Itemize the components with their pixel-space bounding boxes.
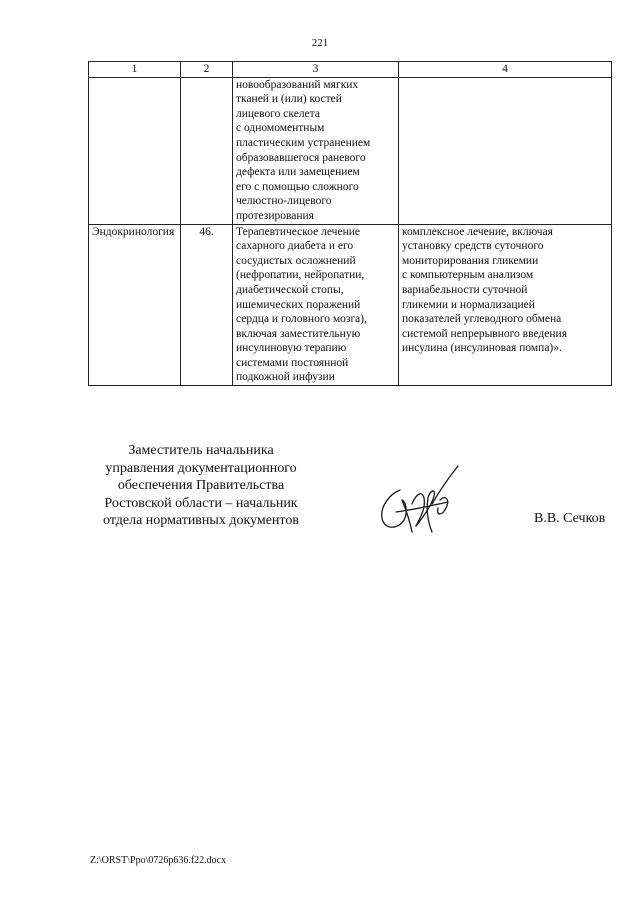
number-cell: 46. [181,224,233,386]
profile-cell: Эндокринология [89,224,181,386]
text-line: мониторирования гликемии [402,254,539,267]
text-line: включая заместительную [236,327,361,340]
text-line: (нефропатии, нейропатии, [236,269,365,282]
method-cell [399,224,612,386]
text-line: системой непрерывного введения [402,327,567,340]
signer-title-line: управления документационного [105,460,297,476]
file-path-footer: Z:\ORST\Ppo\0726p636.f22.docx [90,855,227,866]
text-line: инсулиновую терапию [236,342,347,355]
text-line: с компьютерным анализом [402,269,534,282]
text-line: сердца и головного мозга), [236,313,367,326]
signer-title-line: обеспечения Правительства [117,478,285,493]
text-line: тканей и (или) костей [236,93,342,106]
signer-title-line: Заместитель начальника [128,443,274,458]
header-cell-4: 4 [399,62,612,78]
table-row-endocrinology [89,224,612,386]
header-cell-3: 3 [233,62,399,78]
text-line: с одномоментным [236,122,325,135]
text-line: пластическим устранением [236,136,371,149]
text-line: диабетической стопы, [236,283,344,296]
text-line: Терапевтическое лечение [236,225,360,238]
table-row-continuation [89,77,612,224]
signer-title-line: Ростовской области – начальник [104,495,298,511]
text-line: установку средств суточного [402,240,544,253]
continuation-number-cell [181,77,233,224]
text-line: образовавшегося раневого [236,151,366,164]
text-line: сахарного диабета и его [236,240,354,253]
text-line: его с помощью сложного [236,180,359,193]
text-line: системами постоянной [236,356,349,369]
text-line: протезирования [236,209,314,222]
text-line: показателей углеводного обмена [402,313,562,326]
signer-title-line: отдела нормативных документов [103,513,299,528]
page-number: 221 [311,37,329,49]
handwritten-signature [372,460,464,540]
table-header-row [89,62,612,78]
treatment-cell [233,224,399,386]
signer-name: В.В. Сечков [534,511,606,526]
header-cell-1: 1 [89,62,181,78]
text-line: комплексное лечение, включая [402,225,553,238]
text-line: лицевого скелета [236,107,320,120]
continuation-profile-cell [89,77,181,224]
signer-title [90,442,312,530]
text-line: вариабельности суточной [402,283,528,296]
text-line: инсулина (инсулиновая помпа)». [402,342,562,355]
text-line: ишемических поражений [236,298,361,311]
continuation-treatment-cell [233,77,399,224]
text-line: новообразований мягких [236,78,359,91]
continuation-method-cell [399,77,612,224]
text-line: челюстно-лицевого [236,195,332,208]
header-cell-2: 2 [181,62,233,78]
text-line: дефекта или замещением [236,166,360,179]
text-line: подкожной инфузии [236,371,335,384]
text-line: сосудистых осложнений [236,254,356,267]
services-table [88,61,612,386]
text-line: гликемии и нормализацией [402,298,535,311]
